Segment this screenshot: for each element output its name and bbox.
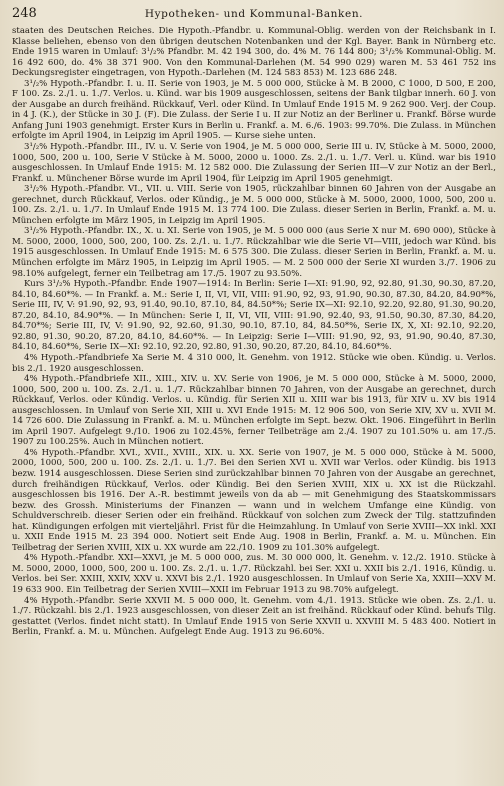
paragraph: 4% Hypoth.-Pfandbriefe XII., XIII., XIV. u. XV. Serie von 1906, je M. 5 000 000, Stücke à M. 5000, 2000, 1000, 500, 200 u. 100. Zs. 2./1. u. 1./7. Rückzahlbar binnen 70 Jahren, von der Ausgabe an gerechnet, durch Rückkauf, Verlos. oder Kündig. Verlos. u. Kündig. für Serien XII u. XIII war bis 1913, für XIV u. XV bis 1914 ausgeschlossen. In Umlauf von Serie XII, XIII u. XVI Ende 1915: M. 12 906 500, von Serie XIV, XV u. XVII M. 14 726 600. Die Zulassung in Frankf. a. M. u. München erfolgte im Sept. bezw. Okt. 1906. Eingeführt in Berlin im April 1907. Aufgelegt 9./10. 1906 zu 102.45%, ferner Teilbeträge am 2./4. 1907 zu 101.50% u. am 17./5. 1907 zu 100.25%. Auch in München notiert. bbox=[12, 374, 496, 448]
page-header bbox=[12, 6, 496, 22]
paragraph: 4% Hypoth.-Pfandbr. XVI., XVII., XVIII., XIX. u. XX. Serie von 1907, je M. 5 000 000, Stücke à M. 5000, 2000, 1000, 500, 200 u. 100. Zs. 2./1. u. 1./7. Bei den Serien XVI u. XVII war Verlos. oder Kündig. bis 1913 bezw. 1914 ausgeschlossen. Diese Serien sind zurückzahlbar binnen 70 Jahren von der Ausgabe an gerechnet, durch freihändigen Rückkauf, Verlos. oder Kündig. Bei den Serien XVIII, XIX u. XX ist die Rückzahl. ausgeschlossen bis 1916. Der A.-R. bestimmt jeweils von da ab — mit Genehmigung des Staatskommissars bezw. des Grossh. Ministeriums der Finanzen — wann und in welchem Umfange eine Kündig. von Schuldverschreib. dieser Serien oder ein freihänd. Rückkauf von solchen zum Zweck der Tilg. stattzufinden hat. Kündigungen erfolgen mit vierteljährl. Frist für die Heimzahlung. In Umlauf von Serie XVIII—XX inkl. XXI u. XXII Ende 1915 M. 23 394 000. Notiert seit Ende Aug. 1908 in Berlin, Frankf. a. M. u. München. Ein Teilbetrag der Serien XVIII, XIX u. XX wurde am 22./10. 1909 zu 101.30% aufgelegt. bbox=[12, 447, 496, 553]
paragraph: 3¹/₂% Hypoth.-Pfandbr. I. u. II. Serie von 1903, je M. 5 000 000, Stücke à M. B 2000, C 1000, D 500, E 200, F 100. Zs. 2./1. u. 1./7. Verlos. u. Künd. war bis 1909 ausgeschlossen, seitens der Bank tilgbar innerh. 60 J. von der Ausgabe an durch freihänd. Rückkauf, Verl. oder Künd. In Umlauf Ende 1915 M. 9 262 900. Verj. der Coup. in 4 J. (K.), der Stücke in 30 J. (F). Die Zulass. der Serie I u. II zur Notiz an der Berliner u. Frankf. Börse wurde Anfang Juni 1903 genehmigt. Erster Kurs in Berlin u. Frankf. a. M. 6./6. 1903: 99.70%. Die Zulass. in München erfolgte im April 1904, in Leipzig im April 1905. — Kurse siehe unten. bbox=[12, 78, 496, 142]
paragraph: 4% Hypoth.-Pfandbriefe Xa Serie M. 4 310 000, lt. Genehm. von 1912. Stücke wie oben. Kündig. u. Verlos. bis 2./1. 1920 ausgeschlossen. bbox=[12, 352, 496, 374]
paragraph: 3¹/₂% Hypoth.-Pfandbr. VI., VII. u. VIII. Serie von 1905, rückzahlbar binnen 60 Jahren von der Ausgabe an gerechnet, durch Rückkauf, Verlos. oder Kündig., je M. 5 000 000, Stücke à M. 5000, 2000, 1000, 500, 200 u. 100. Zs. 2./1. u. 1./7. In Umlauf Ende 1915 M. 13 774 100. Die Zulass. dieser Serien in Berlin, Frankf. a. M. u. München erfolgte im März 1905, in Leipzig im April 1905. bbox=[12, 184, 496, 226]
running-head: Hypotheken- und Kommunal-Banken. bbox=[144, 8, 364, 20]
paragraph: 3¹/₂% Hypoth.-Pfandbr. IX., X. u. XI. Serie von 1905, je M. 5 000 000 (aus Serie X nur M. 690 000), Stücke à M. 5000, 2000, 1000, 500, 200, 100. Zs. 2./1. u. 1./7. Rückzahlbar wie die Serie VI—VIII, jedoch war Künd. bis 1915 ausgeschlossen. In Umlauf Ende 1915: M. 6 575 300. Die Zulass. dieser Serien in Berlin, Frankf. a. M. u. München erfolgte im März 1905, in Leipzig im April 1905. — M. 2 500 000 der Serie XI wurden 3./7. 1906 zu 98.10% aufgelegt, ferner ein Teilbetrag am 17./5. 1907 zu 93.50%. bbox=[12, 226, 496, 279]
paragraph: 4% Hypoth.-Pfandbr. XXI—XXVI, je M. 5 000 000, zus. M. 30 000 000, lt. Genehm. v. 12./2. 1910. Stücke à M. 5000, 2000, 1000, 500, 200 u. 100. Zs. 2./1. u. 1./7. Rückzahl. bei Ser. XXI u. XXII bis 2./1. 1916, Kündig. u. Verlos. bei Ser. XXIII, XXIV, XXV u. XXVI bis 2./1. 1920 ausgeschlossen. In Umlauf von Serie Xa, XXIII—XXV M. 19 633 900. Ein Teilbetrag der Serien XVIII—XXII im Februar 1913 zu 98.70% aufgelegt. bbox=[12, 553, 496, 595]
body-text bbox=[12, 26, 496, 638]
paragraph: 4% Hypoth.-Pfandbr. Serie XXVII M. 5 000 000, lt. Genehm. vom 4./1. 1913. Stücke wie oben. Zs. 2./1. u. 1./7. Rückzahl. bis 2./1. 1923 ausgeschlossen, von dieser Zeit an ist freihänd. Rückkauf oder Künd. behufs Tilg. gestattet (Verlos. findet nicht statt). In Umlauf Ende 1915 von Serie XXVII u. XXVIII M. 5 483 400. Notiert in Berlin, Frankf. a. M. u. München. Aufgelegt Ende Aug. 1913 zu 96.60%. bbox=[12, 595, 496, 638]
page-number: 248 bbox=[12, 6, 37, 21]
paragraph: 3¹/₂% Hypoth.-Pfandbr. III., IV. u. V. Serie von 1904, je M. 5 000 000, Serie III u. IV, Stücke à M. 5000, 2000, 1000, 500, 200 u. 100, Serie V Stücke à M. 5000, 2000 u. 1000. Zs. 2./1. u. 1./7. Verl. u. Künd. war bis 1910 ausgeschlossen. In Umlauf Ende 1915: M. 12 582 000. Die Zulassung der Serien III—V zur Notiz an der Berl., Frankf. u. Münchener Börse wurde im April 1904, für Leipzig im April 1905 genehmigt. bbox=[12, 142, 496, 184]
paragraph: staaten des Deutschen Reiches. Die Hypoth.-Pfandbr. u. Kommunal-Oblig. werden von der Reichsbank in I. Klasse beliehen, ebenso von den übrigen deutschen Notenbanken und der Kgl. Bayer. Bank in Nürnberg etc. Ende 1915 waren in Umlauf: 3¹/₂% Pfandbr. M. 42 194 300, do. 4% M. 76 144 800; 3¹/₂% Kommunal-Oblig. M. 16 492 600, do. 4% 38 371 900. Von den Kommunal-Darlehen (M. 54 990 029) waren M. 53 461 752 ins Deckungsregister eingetragen, von Hypoth.-Darlehen (M. 124 583 853) M. 123 686 248. bbox=[12, 26, 496, 79]
paragraph: Kurs 3¹/₂% Hypoth.-Pfandbr. Ende 1907—1914: In Berlin: Serie I—XI: 91.90, 92, 92.80, 91.30, 90.30, 87.20, 84.10, 84.60*%. — In Frankf. a. M.: Serie I, II, VI, VII, VIII: 91.90, 92, 93, 91.90, 90.30, 87.30, 84.20, 84.90*%, Serie III, IV, V: 91.90, 92, 93, 91.40, 90.10, 87.10, 84, 84.50*%; Serie IX—XI: 92.10, 92.20, 92.80, 91.30, 90.20, 87.20, 84.10, 84.90*%. — In München: Serie I, II, VI, VII, VIII: 91.90, 92.40, 93, 91.50, 90.30, 87.30, 84.20, 84.70*%; Serie III, IV, V: 91.90, 92, 92.60, 91.30, 90.10, 87.10, 84, 84.50*%, Serie IX, X, XI: 92.10, 92.20, 92.80, 91.30, 90.20, 87.20, 84.10, 84.60*%. — In Leipzig: Serie I—VIII: 91.90, 92, 93, 91.90, 90.40, 87.30, 84.10, 84.60*%, Serie IX—XI: 92.10, 92.20, 92.80, 91.30, 90.20, 87.20, 84.10, 84.60*%. bbox=[12, 279, 496, 353]
